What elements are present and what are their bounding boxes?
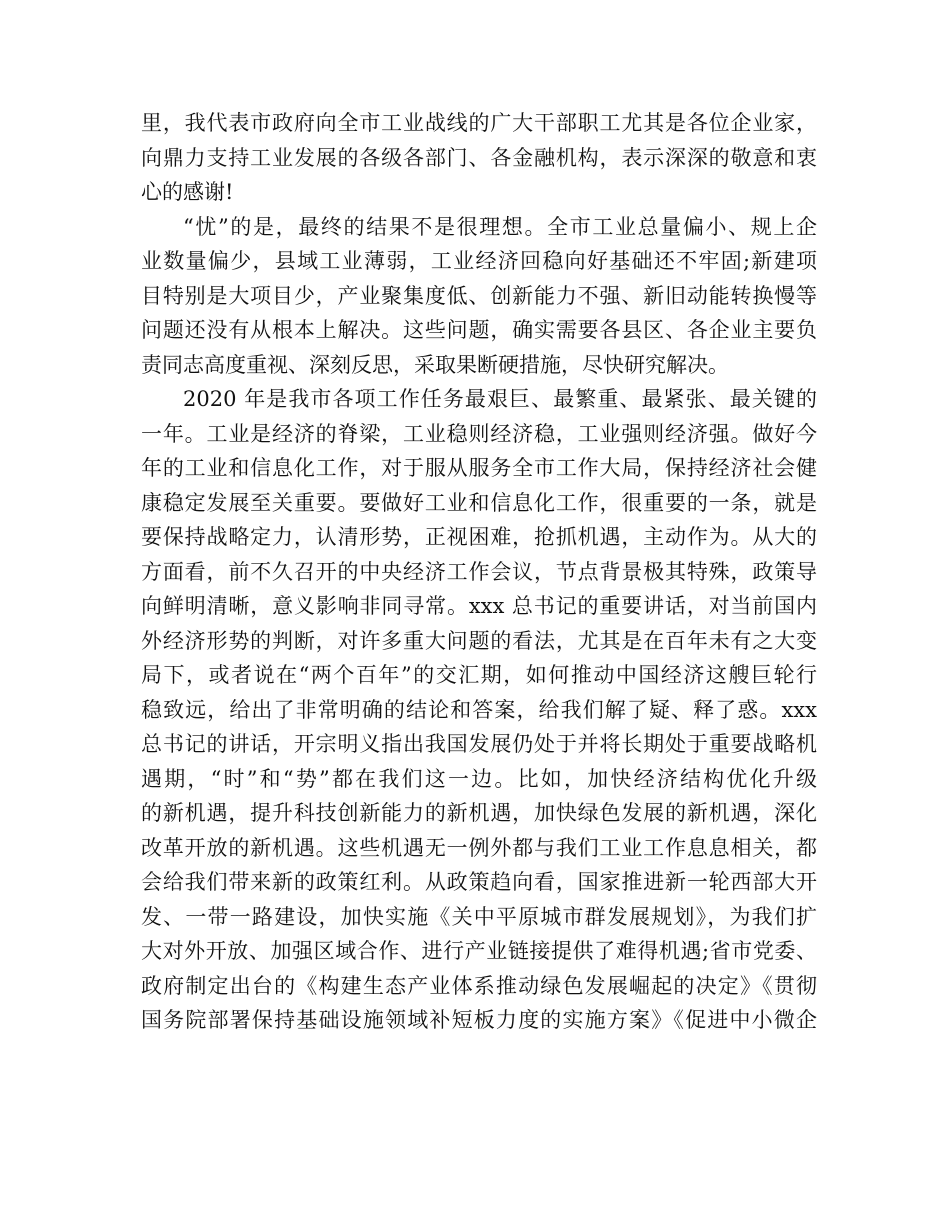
text-line: 一年。工业是经济的脊梁，工业稳则经济稳，工业强则经济强。做好今 xyxy=(141,421,817,446)
text-line: 向鼎力支持工业发展的各级各部门、各金融机构，表示深深的敬意和衷 xyxy=(141,145,817,170)
text-line: 国务院部署保持基础设施领域补短板力度的实施方案》《促进中小微企 xyxy=(141,1008,817,1032)
text-line: 责同志高度重视、深刻反思，采取果断硬措施，尽快研究解决。 xyxy=(141,352,729,377)
text-line: 问题还没有从根本上解决。这些问题，确实需要各县区、各企业主要负 xyxy=(141,318,817,342)
text-line: 发、一带一路建设，加快实施《关中平原城市群发展规划》，为我们扩 xyxy=(141,904,817,929)
document-body xyxy=(141,106,817,1038)
text-line: 康稳定发展至关重要。要做好工业和信息化工作，很重要的一条，就是 xyxy=(141,490,817,515)
text-line: 会给我们带来新的政策红利。从政策趋向看，国家推进新一轮西部大开 xyxy=(141,870,817,894)
text-line: 外经济形势的判断，对许多重大问题的看法，尤其是在百年未有之大变 xyxy=(141,628,817,653)
paragraph-start-line: “忧”的是，最终的结果不是很理想。全市工业总量偏小、规上企 xyxy=(183,214,817,239)
text-line: 年的工业和信息化工作，对于服从服务全市工作大局，保持经济社会健 xyxy=(141,456,817,480)
text-line: 大对外开放、加强区域合作、进行产业链接提供了难得机遇;省市党委、 xyxy=(141,939,817,963)
text-line: 政府制定出台的《构建生态产业体系推动绿色发展崛起的决定》《贯彻 xyxy=(141,973,817,998)
text-line: 心的感谢! xyxy=(141,180,234,204)
text-line: 要保持战略定力，认清形势，正视困难，抢抓机遇，主动作为。从大的 xyxy=(141,525,817,549)
paragraph-start-line: 2020 年是我市各项工作任务最艰巨、最繁重、最紧张、最关键的 xyxy=(183,387,817,411)
text-line: 里，我代表市政府向全市工业战线的广大干部职工尤其是各位企业家， xyxy=(141,111,817,135)
text-line: 稳致远，给出了非常明确的结论和答案，给我们解了疑、释了惑。xxx xyxy=(141,697,817,722)
text-line: 业数量偏少，县域工业薄弱，工业经济回稳向好基础还不牢固;新建项 xyxy=(141,249,817,273)
text-line: 遇期，“时”和“势”都在我们这一边。比如，加快经济结构优化升级 xyxy=(141,766,817,791)
text-line: 目特别是大项目少，产业聚集度低、创新能力不强、新旧动能转换慢等 xyxy=(141,283,817,308)
text-line: 总书记的讲话，开宗明义指出我国发展仍处于并将长期处于重要战略机 xyxy=(141,732,817,756)
text-line: 向鲜明清晰，意义影响非同寻常。xxx 总书记的重要讲话，对当前国内 xyxy=(141,594,817,618)
text-line: 方面看，前不久召开的中央经济工作会议，节点背景极其特殊，政策导 xyxy=(141,559,817,584)
text-line: 改革开放的新机遇。这些机遇无一例外都与我们工业工作息息相关，都 xyxy=(141,835,817,860)
text-line: 的新机遇，提升科技创新能力的新机遇，加快绿色发展的新机遇，深化 xyxy=(141,801,817,825)
text-line: 局下，或者说在“两个百年”的交汇期，如何推动中国经济这艘巨轮行 xyxy=(141,663,817,687)
